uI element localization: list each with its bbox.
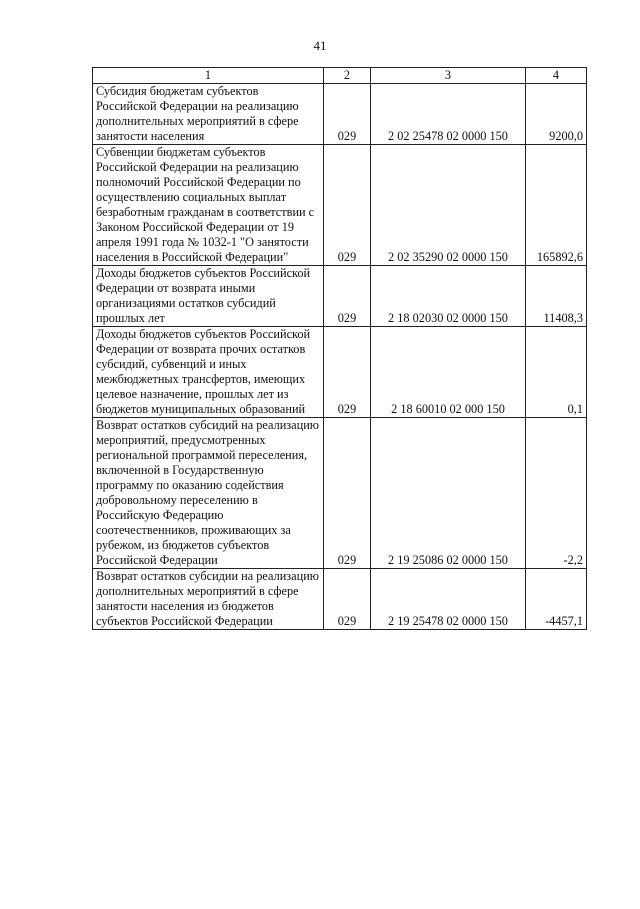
- budget-classification-code: 2 18 60010 02 000 150: [371, 327, 526, 418]
- amount: 9200,0: [526, 84, 587, 145]
- budget-classification-code: 2 02 25478 02 0000 150: [371, 84, 526, 145]
- revenue-name: Субвенции бюджетам субъектов Российской Федерации на реализацию полномочий Российской Федерации по осуществлению социальных выплат безработным гражданам в соответствии с Законом Российской Федерации от 19 апреля 1991 года № 1032-1 "О занятости населения в Российской Федерации": [93, 145, 324, 266]
- page-number: 41: [313, 38, 327, 53]
- amount: -4457,1: [526, 569, 587, 630]
- table-row: [93, 266, 587, 327]
- revenue-name: Доходы бюджетов субъектов Российской Федерации от возврата прочих остатков субсидий, субвенций и иных межбюджетных трансфертов, имеющих целевое назначение, прошлых лет из бюджетов муниципальных образований: [93, 327, 324, 418]
- revenue-name: Возврат остатков субсидий на реализацию мероприятий, предусмотренных региональной программой переселения, включенной в Государственную программу по оказанию содействия добровольному переселению в Российскую Федерацию соотечественников, проживающих за рубежом, из бюджетов субъектов Российской Федерации: [93, 418, 324, 569]
- admin-code: 029: [324, 569, 371, 630]
- admin-code: 029: [324, 84, 371, 145]
- budget-classification-code: 2 19 25086 02 0000 150: [371, 418, 526, 569]
- amount: 165892,6: [526, 145, 587, 266]
- column-header-4: 4: [526, 68, 587, 84]
- admin-code: 029: [324, 266, 371, 327]
- amount: 0,1: [526, 327, 587, 418]
- budget-revenue-table: [92, 67, 587, 630]
- budget-classification-code: 2 18 02030 02 0000 150: [371, 266, 526, 327]
- table-row: [93, 418, 587, 569]
- table-row: [93, 327, 587, 418]
- table-row: [93, 145, 587, 266]
- admin-code: 029: [324, 418, 371, 569]
- column-header-2: 2: [324, 68, 371, 84]
- amount: -2,2: [526, 418, 587, 569]
- column-header-1: 1: [93, 68, 324, 84]
- table-header-row: [93, 68, 587, 84]
- revenue-name: Доходы бюджетов субъектов Российской Федерации от возврата иными организациями остатков субсидий прошлых лет: [93, 266, 324, 327]
- admin-code: 029: [324, 327, 371, 418]
- budget-classification-code: 2 19 25478 02 0000 150: [371, 569, 526, 630]
- admin-code: 029: [324, 145, 371, 266]
- table-row: [93, 569, 587, 630]
- table-row: [93, 84, 587, 145]
- revenue-name: Возврат остатков субсидии на реализацию дополнительных мероприятий в сфере занятости населения из бюджетов субъектов Российской Федерации: [93, 569, 324, 630]
- column-header-3: 3: [371, 68, 526, 84]
- budget-classification-code: 2 02 35290 02 0000 150: [371, 145, 526, 266]
- amount: 11408,3: [526, 266, 587, 327]
- revenue-name: Субсидия бюджетам субъектов Российской Федерации на реализацию дополнительных мероприятий в сфере занятости населения: [93, 84, 324, 145]
